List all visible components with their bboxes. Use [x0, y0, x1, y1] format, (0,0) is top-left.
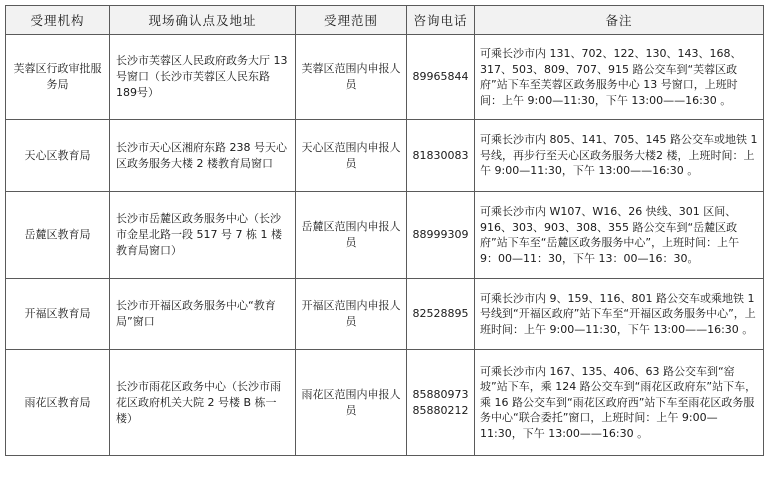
address-cell: 长沙市开福区政务服务中心“教育局”窗口 — [110, 279, 296, 350]
scope-cell: 天心区范围内申报人员 — [296, 120, 407, 192]
address-cell: 长沙市雨花区政务中心（长沙市雨花区政府机关大院 2 号楼 B 栋一楼） — [110, 350, 296, 456]
address-cell: 长沙市芙蓉区人民政府政务大厅 13号窗口（长沙市芙蓉区人民东路 189号） — [110, 35, 296, 120]
phone-cell: 88999309 — [407, 192, 475, 279]
header-address: 现场确认点及地址 — [110, 6, 296, 35]
phone-cell: 85880973 85880212 — [407, 350, 475, 456]
header-row — [6, 6, 764, 35]
table-row — [6, 120, 764, 192]
scope-cell: 雨花区范围内申报人员 — [296, 350, 407, 456]
org-cell: 岳麓区教育局 — [6, 192, 110, 279]
address-cell: 长沙市岳麓区政务服务中心（长沙市金星北路一段 517 号 7 栋 1 楼教育局窗口） — [110, 192, 296, 279]
note-cell: 可乘长沙市内 W107、W16、26 快线、301 区间、916、303、903、308、355 路公交车到“岳麓区政府”站下车至“岳麓区政务服务中心”，上班时间：上午 9：00—11：30，下午 13：00—16：30。 — [475, 192, 764, 279]
org-cell: 开福区教育局 — [6, 279, 110, 350]
table-row — [6, 279, 764, 350]
note-cell: 可乘长沙市内 9、159、116、801 路公交车或乘地铁 1 号线到“开福区政府”站下车至“开福区政务服务中心”，上班时间：上午 9:00—11:30，下午 13:00——16:30 。 — [475, 279, 764, 350]
phone-cell: 81830083 — [407, 120, 475, 192]
org-cell: 雨花区教育局 — [6, 350, 110, 456]
scope-cell: 芙蓉区范围内申报人员 — [296, 35, 407, 120]
org-cell: 芙蓉区行政审批服务局 — [6, 35, 110, 120]
note-cell: 可乘长沙市内 131、702、122、130、143、168、317、503、809、707、915 路公交车到“芙蓉区政府”站下车至芙蓉区政务服务中心 13 号窗口，上班时间：上午 9:00—11:30，下午 13:00——16:30 。 — [475, 35, 764, 120]
note-cell: 可乘长沙市内 167、135、406、63 路公交车到“窑坡”站下车，乘 124 路公交车到“雨花区政府东”站下车，乘 16 路公交车到“雨花区政府西”站下车至雨花区政务服务中心“联合委托”窗口，上班时间：上午 9:00—11:30，下午 13:00——16:30 。 — [475, 350, 764, 456]
table-row — [6, 35, 764, 120]
scope-cell: 开福区范围内申报人员 — [296, 279, 407, 350]
phone-cell: 82528895 — [407, 279, 475, 350]
acceptance-table — [5, 5, 764, 456]
org-cell: 天心区教育局 — [6, 120, 110, 192]
scope-cell: 岳麓区范围内申报人员 — [296, 192, 407, 279]
note-cell: 可乘长沙市内 805、141、705、145 路公交车或地铁 1 号线，再步行至天心区政务服务大楼2 楼，上班时间：上午 9:00—11:30，下午 13:00——16:30 。 — [475, 120, 764, 192]
header-scope: 受理范围 — [296, 6, 407, 35]
table-row — [6, 192, 764, 279]
address-cell: 长沙市天心区湘府东路 238 号天心区政务服务大楼 2 楼教育局窗口 — [110, 120, 296, 192]
phone-cell: 89965844 — [407, 35, 475, 120]
header-org: 受理机构 — [6, 6, 110, 35]
header-phone: 咨询电话 — [407, 6, 475, 35]
table-row — [6, 350, 764, 456]
header-note: 备注 — [475, 6, 764, 35]
table-container — [5, 5, 764, 456]
